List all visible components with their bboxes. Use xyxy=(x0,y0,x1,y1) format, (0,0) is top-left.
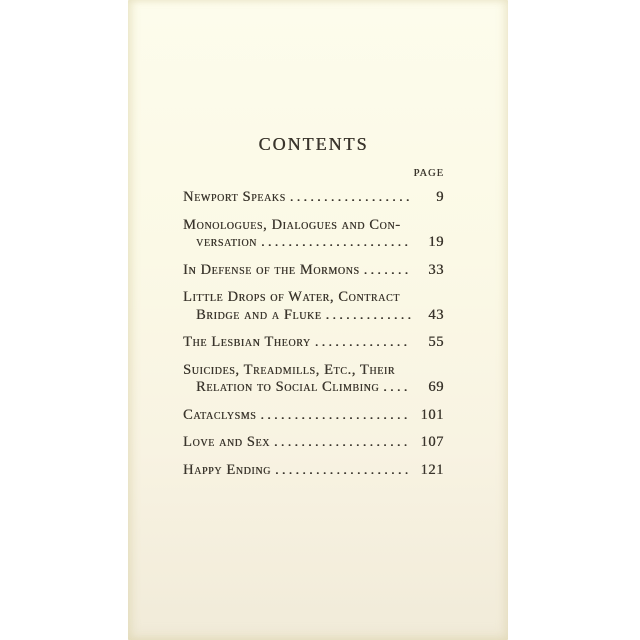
toc-entry-page-number: 69 xyxy=(428,379,444,395)
toc-entry-page-number: 19 xyxy=(428,234,444,250)
toc-entry-label: Suicides, Treadmills, Etc., Their xyxy=(183,361,396,378)
leader-dots xyxy=(275,462,411,480)
toc-entry-label: versation xyxy=(196,234,257,250)
toc-entry-line xyxy=(183,189,444,207)
toc-entry-line xyxy=(183,334,444,352)
toc-entry-line xyxy=(183,462,444,480)
toc-entry-label: Cataclysms xyxy=(183,406,257,423)
toc-entry xyxy=(183,462,444,480)
toc-entry-line xyxy=(183,434,444,452)
toc-entry-page-number: 101 xyxy=(420,406,444,423)
toc-entry-label: Relation to Social Climbing xyxy=(196,379,380,395)
toc-entry-label: Monologues, Dialogues and Con- xyxy=(183,216,401,233)
toc-entry xyxy=(183,217,444,252)
toc-entry-page-number: 43 xyxy=(428,306,444,323)
leader-dots xyxy=(364,262,411,280)
toc-entry xyxy=(183,334,444,352)
toc-entry-page-number: 9 xyxy=(436,189,444,205)
toc-entry xyxy=(183,362,444,397)
leader-dots xyxy=(315,334,411,352)
leader-dots xyxy=(290,189,411,207)
contents-page xyxy=(183,133,444,489)
toc-entry-label: The Lesbian Theory xyxy=(183,334,311,350)
toc-entry-line xyxy=(183,217,444,235)
toc-list xyxy=(183,189,444,479)
toc-entry-label: In Defense of the Mormons xyxy=(183,261,360,278)
toc-entry-line xyxy=(183,307,444,325)
leader-dots xyxy=(326,307,411,325)
leader-dots xyxy=(274,434,411,452)
leader-dots xyxy=(261,234,411,252)
toc-entry xyxy=(183,289,444,324)
toc-entry xyxy=(183,407,444,425)
toc-entry-label: Happy Ending xyxy=(183,461,271,478)
toc-entry-page-number: 33 xyxy=(428,261,444,278)
toc-entry-label: Little Drops of Water, Contract xyxy=(183,289,400,305)
toc-entry-line xyxy=(183,379,444,397)
toc-entry-page-number: 121 xyxy=(420,461,444,478)
toc-entry-line xyxy=(183,362,444,380)
toc-entry-line xyxy=(183,407,444,425)
page-column-label: PAGE xyxy=(413,168,444,179)
toc-entry-page-number: 107 xyxy=(420,434,444,450)
book-page xyxy=(128,0,508,640)
toc-entry-label: Love and Sex xyxy=(183,434,270,450)
toc-entry xyxy=(183,262,444,280)
toc-entry-label: Newport Speaks xyxy=(183,189,286,205)
page-title: CONTENTS xyxy=(258,134,369,154)
toc-entry-line xyxy=(183,234,444,252)
toc-entry-label: Bridge and a Fluke xyxy=(196,306,322,323)
toc-entry xyxy=(183,189,444,207)
toc-entry xyxy=(183,434,444,452)
toc-entry-page-number: 55 xyxy=(428,334,444,350)
leader-dots xyxy=(383,379,411,397)
leader-dots xyxy=(260,407,411,425)
toc-entry-line xyxy=(183,262,444,280)
toc-entry-line xyxy=(183,289,444,307)
